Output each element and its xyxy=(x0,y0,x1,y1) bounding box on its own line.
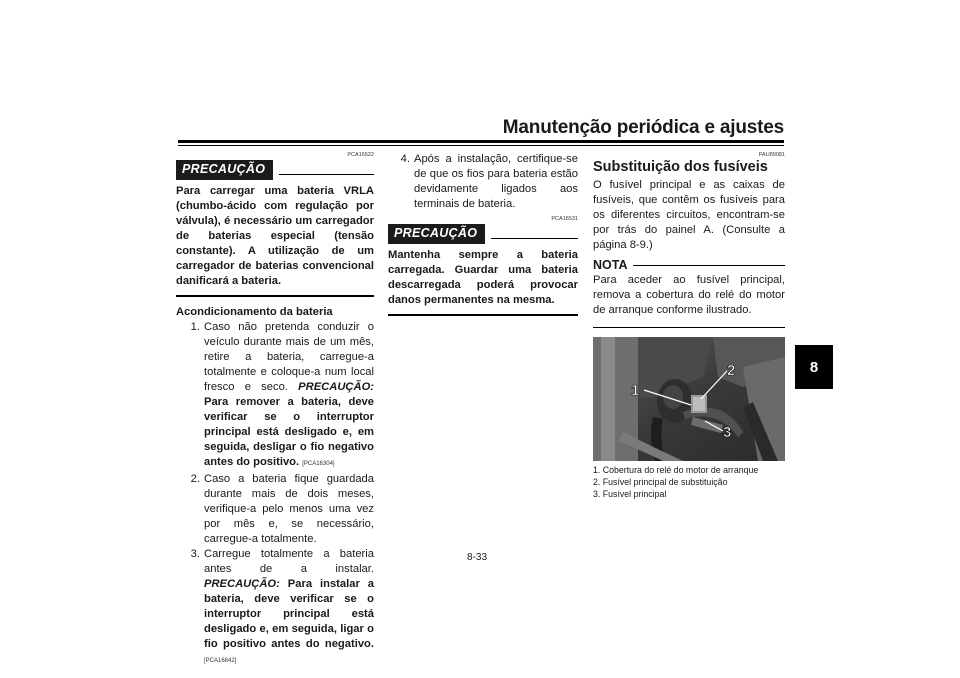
inline-caution-code: [PCA16842] xyxy=(204,658,237,664)
header-rule-thick xyxy=(178,140,784,143)
caption-item: 1. Cobertura do relé do motor de arranque xyxy=(593,465,759,475)
caution-code: PCA16522 xyxy=(347,152,374,158)
section-heading: Substituição dos fusíveis xyxy=(593,159,768,175)
callout-1: 1 xyxy=(631,382,640,399)
page-number: 8-33 xyxy=(467,552,488,563)
page-header-title: Manutenção periódica e ajustes xyxy=(502,117,784,138)
list-item xyxy=(176,547,374,669)
caution-heading xyxy=(176,160,374,180)
caution-end-rule xyxy=(176,295,374,297)
fuse-photo-illustration xyxy=(593,337,785,461)
fuse-location-photo xyxy=(593,337,785,461)
note-label: NOTA xyxy=(593,258,628,272)
list-item xyxy=(176,472,374,547)
inline-caution-label: PRECAUÇÃO: xyxy=(298,381,374,393)
inline-caution-text: Para instalar a bateria, deve verificar se o interruptor principal está desligado e, em seguida, ligar o fio positivo antes do negativo. xyxy=(204,578,374,650)
caution-heading xyxy=(388,224,578,244)
inline-caution-text: Para remover a bateria, deve verificar se o interruptor principal está desligado e, em seguida, desligar o fio negativo antes do positivo. xyxy=(204,396,374,468)
list-item xyxy=(388,152,578,212)
note-text: Para aceder ao fusível principal, remova a cobertura do relé do motor de arranque conforme ilustrado. xyxy=(593,274,785,316)
note-heading-line xyxy=(633,265,786,266)
section-code: PAU89081 xyxy=(758,152,785,158)
caution-badge: PRECAUÇÃO xyxy=(176,160,273,180)
callout-2: 2 xyxy=(727,362,736,379)
column-2 xyxy=(388,152,578,324)
caution-code: PCA16531 xyxy=(551,216,578,222)
storage-title: Acondicionamento da bateria xyxy=(176,306,333,318)
section-intro: O fusível principal e as caixas de fusíveis, que contêm os fusíveis para os diferentes circuitos, encontram-se por trás do painel A. (Consulte a página 8-9.) xyxy=(593,179,785,251)
column-1 xyxy=(176,152,374,669)
caution-heading-line xyxy=(279,174,374,175)
list-item-text: Caso não pretenda conduzir o veículo durante mais de um mês, retire a bateria, carregue-a totalmente e coloque-a num local fresco e seco. xyxy=(204,321,374,393)
note-end-rule xyxy=(593,327,785,328)
inline-caution-label: PRECAUÇÃO: xyxy=(204,578,280,590)
caution-text: Para carregar uma bateria VRLA (chumbo-ácido com regulação por válvula), é necessário um carregador de baterias especial (tensão constante). A utilização de um carregador de baterias convencional danificará a bateria. xyxy=(176,185,374,287)
header-rule-thin xyxy=(178,145,784,146)
caption-item: 3. Fusível principal xyxy=(593,489,667,499)
inline-caution-code: [PCA16304] xyxy=(302,461,335,467)
column-3 xyxy=(593,152,785,500)
caution-text: Mantenha sempre a bateria carregada. Guardar uma bateria descarregada poderá provocar danos permanentes na mesma. xyxy=(388,249,578,306)
caution-heading-line xyxy=(491,238,578,239)
caption-item: 2. Fusível principal de substituição xyxy=(593,477,728,487)
list-item-text: Após a instalação, certifique-se de que os fios para bateria estão devidamente ligados aos terminais de bateria. xyxy=(414,153,578,210)
list-item-text: Caso a bateria fique guardada durante mais de dois meses, verifique-a pelo menos uma vez por mês e, se necessário, carregue-a totalmente. xyxy=(204,473,374,545)
callout-3: 3 xyxy=(723,424,732,441)
chapter-tab: 8 xyxy=(795,345,833,389)
list-item-number: 3. xyxy=(190,548,200,560)
photo-captions xyxy=(593,464,785,500)
list-item-number: 2. xyxy=(190,473,200,485)
caution-badge: PRECAUÇÃO xyxy=(388,224,485,244)
list-item-text: Carregue totalmente a bateria antes de a instalar. xyxy=(204,548,374,575)
list-item-number: 1. xyxy=(190,321,200,333)
caution-end-rule xyxy=(388,314,578,316)
note-heading xyxy=(593,258,785,273)
list-item xyxy=(176,320,374,472)
list-item-number: 4. xyxy=(400,153,410,165)
